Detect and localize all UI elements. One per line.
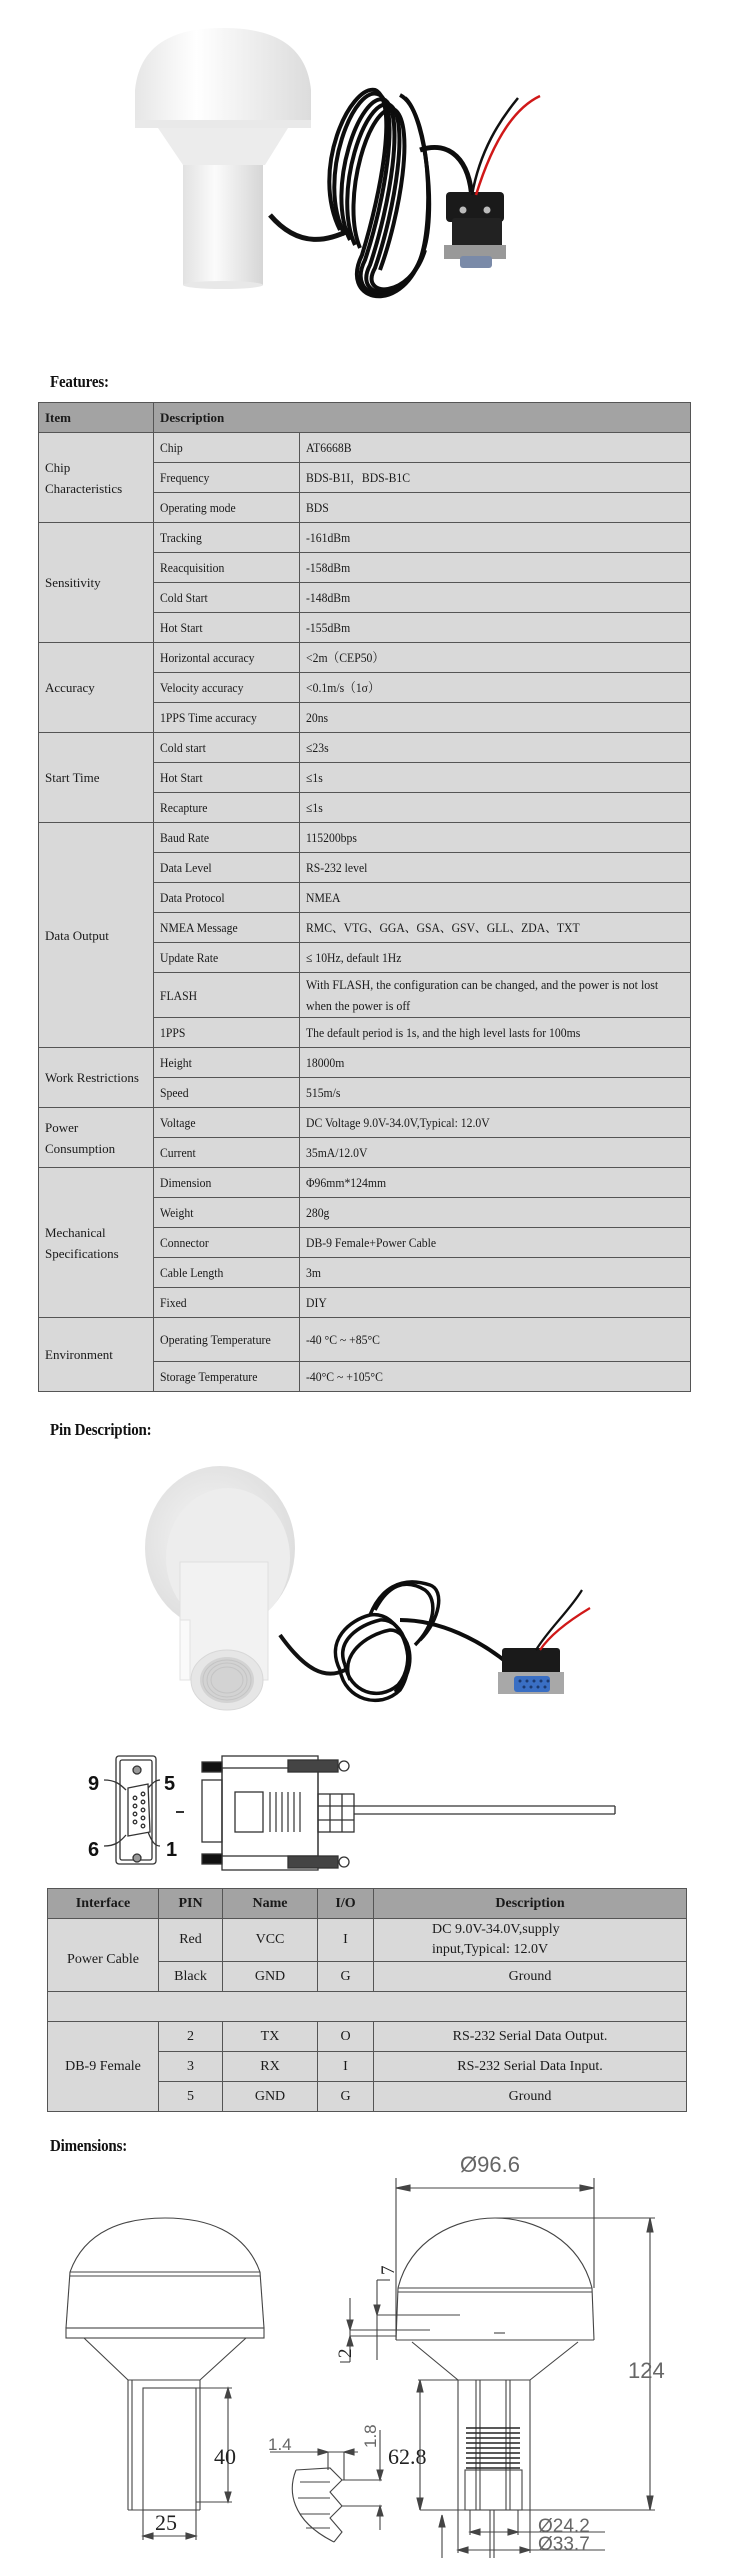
io-cell: O — [318, 2022, 374, 2052]
param-cell: Operating mode — [154, 493, 300, 523]
param-cell: Operating Temperature — [154, 1318, 300, 1362]
value-cell: -40°C ~ +105°C — [300, 1362, 691, 1392]
dim-thread-pitch: 1.4 — [268, 2435, 292, 2454]
table-header-row — [48, 1889, 687, 1919]
dim-cap-2: 2 — [335, 2348, 356, 2358]
group-mechanical-specifications: Mechanical Specifications — [39, 1168, 154, 1318]
dim-cap-7: 7 — [378, 2265, 399, 2275]
value-cell: With FLASH, the configuration can be changed, and the power is not lost when the power is off — [300, 973, 691, 1018]
pin-label-5: 5 — [164, 1773, 176, 1795]
value-cell: DC Voltage 9.0V-34.0V,Typical: 12.0V — [300, 1108, 691, 1138]
spacer-cell — [48, 1992, 687, 2022]
param-cell: 1PPS Time accuracy — [154, 703, 300, 733]
param-cell: Storage Temperature — [154, 1362, 300, 1392]
table-row — [39, 523, 691, 553]
value-cell: ≤23s — [300, 733, 691, 763]
io-cell: I — [318, 2052, 374, 2082]
param-cell: 1PPS — [154, 1018, 300, 1048]
table-row — [39, 823, 691, 853]
value-cell: -155dBm — [300, 613, 691, 643]
dim-diameter-33: Ø33.7 — [538, 2534, 590, 2555]
pin-cell: 3 — [159, 2052, 223, 2082]
dimensions-title: Dimensions: — [50, 2136, 128, 2155]
description-cell: RS-232 Serial Data Output. — [374, 2022, 687, 2052]
param-cell: Voltage — [154, 1108, 300, 1138]
value-cell: ≤1s — [300, 763, 691, 793]
value-cell: 35mA/12.0V — [300, 1138, 691, 1168]
group-start-time: Start Time — [39, 733, 154, 823]
value-cell: BDS — [300, 493, 691, 523]
param-cell: Weight — [154, 1198, 300, 1228]
value-cell: The default period is 1s, and the high level lasts for 100ms — [300, 1018, 691, 1048]
value-cell: 280g — [300, 1198, 691, 1228]
pin-label-9: 9 — [88, 1773, 100, 1795]
product-image-underside — [100, 1440, 660, 1740]
param-cell: Recapture — [154, 793, 300, 823]
param-cell: Data Protocol — [154, 883, 300, 913]
table-row — [39, 1108, 691, 1138]
value-cell: Φ96mm*124mm — [300, 1168, 691, 1198]
param-cell: Update Rate — [154, 943, 300, 973]
name-cell: GND — [223, 2082, 318, 2112]
group-data-output: Data Output — [39, 823, 154, 1048]
param-cell: FLASH — [154, 973, 300, 1018]
param-cell: Current — [154, 1138, 300, 1168]
param-cell: Hot Start — [154, 763, 300, 793]
param-cell: Cable Length — [154, 1258, 300, 1288]
table-row — [48, 2022, 687, 2052]
value-cell: AT6668B — [300, 433, 691, 463]
param-cell: Hot Start — [154, 613, 300, 643]
value-cell: 515m/s — [300, 1078, 691, 1108]
io-cell: I — [318, 1919, 374, 1962]
pin-cell: 5 — [159, 2082, 223, 2112]
value-cell: <2m（CEP50） — [300, 643, 691, 673]
pin-table — [47, 1888, 687, 2112]
io-cell: G — [318, 2082, 374, 2112]
header-pin: PIN — [159, 1889, 223, 1919]
value-cell: NMEA — [300, 883, 691, 913]
header-description: Description — [374, 1889, 687, 1919]
pin-cell: Red — [159, 1919, 223, 1962]
table-row — [48, 1919, 687, 1962]
value-cell: DIY — [300, 1288, 691, 1318]
value-cell: DB-9 Female+Power Cable — [300, 1228, 691, 1258]
table-spacer-row — [48, 1992, 687, 2022]
param-cell: Connector — [154, 1228, 300, 1258]
table-row — [39, 1048, 691, 1078]
param-cell: Dimension — [154, 1168, 300, 1198]
header-item: Item — [39, 403, 154, 433]
io-cell: G — [318, 1962, 374, 1992]
table-row — [39, 1168, 691, 1198]
value-cell: -40 °C ~ +85°C — [300, 1318, 691, 1362]
dim-diameter-96: Ø96.6 — [460, 2152, 520, 2177]
product-image-top — [100, 0, 660, 330]
dim-stem-25: 25 — [155, 2510, 177, 2535]
table-row — [39, 433, 691, 463]
table-row — [39, 733, 691, 763]
header-name: Name — [223, 1889, 318, 1919]
param-cell: Speed — [154, 1078, 300, 1108]
dim-thread-depth: 1.8 — [361, 2424, 380, 2448]
description-cell: Ground — [374, 2082, 687, 2112]
param-cell: Horizontal accuracy — [154, 643, 300, 673]
value-cell: -158dBm — [300, 553, 691, 583]
pin-label-6: 6 — [88, 1839, 100, 1861]
value-cell: 18000m — [300, 1048, 691, 1078]
param-cell: Frequency — [154, 463, 300, 493]
features-table — [38, 402, 691, 1392]
value-cell: 3m — [300, 1258, 691, 1288]
value-cell: BDS-B1I，BDS-B1C — [300, 463, 691, 493]
param-cell: NMEA Message — [154, 913, 300, 943]
dim-diameter-24: Ø24.2 — [538, 2516, 590, 2537]
value-cell: ≤1s — [300, 793, 691, 823]
interface-db9-female: DB-9 Female — [48, 2022, 159, 2112]
header-io: I/O — [318, 1889, 374, 1919]
group-work-restrictions: Work Restrictions — [39, 1048, 154, 1108]
name-cell: VCC — [223, 1919, 318, 1962]
dim-stem-40: 40 — [214, 2444, 236, 2469]
value-cell: -161dBm — [300, 523, 691, 553]
dim-height-124: 124 — [628, 2358, 665, 2383]
group-accuracy: Accuracy — [39, 643, 154, 733]
description-cell: DC 9.0V-34.0V,supply input,Typical: 12.0V — [374, 1919, 687, 1962]
value-cell: RS-232 level — [300, 853, 691, 883]
interface-power-cable: Power Cable — [48, 1919, 159, 1992]
group-environment: Environment — [39, 1318, 154, 1392]
pin-cell: 2 — [159, 2022, 223, 2052]
table-header-row — [39, 403, 691, 433]
name-cell: RX — [223, 2052, 318, 2082]
description-cell: Ground — [374, 1962, 687, 1992]
value-cell: ≤ 10Hz, default 1Hz — [300, 943, 691, 973]
value-cell: 20ns — [300, 703, 691, 733]
param-cell: Chip — [154, 433, 300, 463]
value-cell: 115200bps — [300, 823, 691, 853]
group-power-consumption: Power Consumption — [39, 1108, 154, 1168]
table-row — [39, 643, 691, 673]
param-cell: Height — [154, 1048, 300, 1078]
value-cell: RMC、VTG、GGA、GSA、GSV、GLL、ZDA、TXT — [300, 913, 691, 943]
value-cell: <0.1m/s（1σ） — [300, 673, 691, 703]
header-description: Description — [154, 403, 691, 433]
name-cell: GND — [223, 1962, 318, 1992]
name-cell: TX — [223, 2022, 318, 2052]
pin-description-title: Pin Description: — [50, 1420, 152, 1439]
param-cell: Reacquisition — [154, 553, 300, 583]
value-cell: -148dBm — [300, 583, 691, 613]
param-cell: Velocity accuracy — [154, 673, 300, 703]
param-cell: Fixed — [154, 1288, 300, 1318]
param-cell: Tracking — [154, 523, 300, 553]
group-chip-characteristics: Chip Characteristics — [39, 433, 154, 523]
param-cell: Cold Start — [154, 583, 300, 613]
group-sensitivity: Sensitivity — [39, 523, 154, 643]
table-row — [39, 1318, 691, 1362]
description-cell: RS-232 Serial Data Input. — [374, 2052, 687, 2082]
header-interface: Interface — [48, 1889, 159, 1919]
param-cell: Data Level — [154, 853, 300, 883]
features-title: Features: — [50, 372, 109, 391]
db9-connector-diagram — [60, 1740, 680, 1880]
dimensions-drawing — [0, 2130, 755, 2560]
param-cell: Cold start — [154, 733, 300, 763]
param-cell: Baud Rate — [154, 823, 300, 853]
pin-cell: Black — [159, 1962, 223, 1992]
dim-mount-62: 62.8 — [388, 2444, 427, 2469]
pin-label-1: 1 — [166, 1839, 178, 1861]
